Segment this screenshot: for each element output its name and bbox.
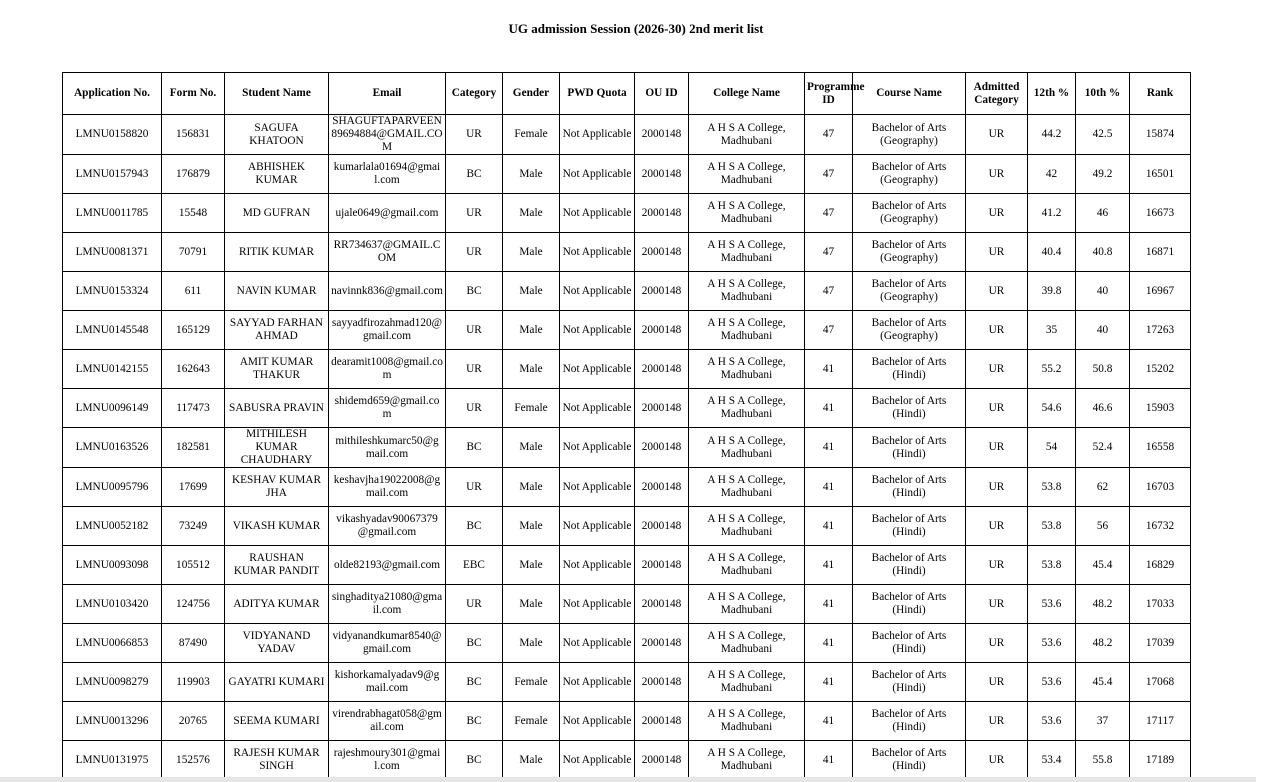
form-no-cell: 73249 [162, 507, 225, 546]
rank-cell: 16967 [1130, 272, 1191, 311]
programme-id-cell: 41 [805, 702, 853, 741]
category-cell: BC [446, 155, 503, 194]
header-ou-id: OU ID [635, 73, 689, 115]
pwd-quota-cell: Not Applicable [560, 155, 635, 194]
email-cell: virendrabhagat058@gmail.com [329, 702, 446, 741]
table-row [63, 702, 1191, 741]
ou-id-cell: 2000148 [635, 507, 689, 546]
admitted-category-cell: UR [966, 115, 1028, 155]
10th-percent-cell: 62 [1076, 468, 1130, 507]
programme-id-cell: 41 [805, 350, 853, 389]
rank-cell: 17039 [1130, 624, 1191, 663]
ou-id-cell: 2000148 [635, 468, 689, 507]
programme-id-cell: 47 [805, 311, 853, 350]
12th-percent-cell: 53.6 [1028, 702, 1076, 741]
student-name-cell: VIDYANAND YADAV [225, 624, 329, 663]
ou-id-cell: 2000148 [635, 428, 689, 468]
table-row [63, 350, 1191, 389]
12th-percent-cell: 35 [1028, 311, 1076, 350]
12th-percent-cell: 53.4 [1028, 741, 1076, 780]
ou-id-cell: 2000148 [635, 233, 689, 272]
college-name-cell: A H S A College, Madhubani [689, 428, 805, 468]
rank-cell: 16558 [1130, 428, 1191, 468]
college-name-cell: A H S A College, Madhubani [689, 233, 805, 272]
12th-percent-cell: 39.8 [1028, 272, 1076, 311]
10th-percent-cell: 46.6 [1076, 389, 1130, 428]
category-cell: UR [446, 389, 503, 428]
ou-id-cell: 2000148 [635, 272, 689, 311]
header-category: Category [446, 73, 503, 115]
header-rank: Rank [1130, 73, 1191, 115]
category-cell: UR [446, 233, 503, 272]
form-no-cell: 117473 [162, 389, 225, 428]
application-no-cell: LMNU0013296 [63, 702, 162, 741]
student-name-cell: SEEMA KUMARI [225, 702, 329, 741]
college-name-cell: A H S A College, Madhubani [689, 115, 805, 155]
college-name-cell: A H S A College, Madhubani [689, 741, 805, 780]
application-no-cell: LMNU0157943 [63, 155, 162, 194]
form-no-cell: 611 [162, 272, 225, 311]
10th-percent-cell: 48.2 [1076, 624, 1130, 663]
college-name-cell: A H S A College, Madhubani [689, 311, 805, 350]
email-cell: sayyadfirozahmad120@gmail.com [329, 311, 446, 350]
admitted-category-cell: UR [966, 389, 1028, 428]
email-cell: navinnk836@gmail.com [329, 272, 446, 311]
student-name-cell: ADITYA KUMAR [225, 585, 329, 624]
ou-id-cell: 2000148 [635, 350, 689, 389]
admitted-category-cell: UR [966, 507, 1028, 546]
12th-percent-cell: 41.2 [1028, 194, 1076, 233]
application-no-cell: LMNU0131975 [63, 741, 162, 780]
12th-percent-cell: 53.8 [1028, 546, 1076, 585]
application-no-cell: LMNU0095796 [63, 468, 162, 507]
email-cell: rajeshmoury301@gmail.com [329, 741, 446, 780]
programme-id-cell: 47 [805, 115, 853, 155]
table-row [63, 233, 1191, 272]
10th-percent-cell: 45.4 [1076, 663, 1130, 702]
email-cell: dearamit1008@gmail.com [329, 350, 446, 389]
application-no-cell: LMNU0142155 [63, 350, 162, 389]
ou-id-cell: 2000148 [635, 702, 689, 741]
category-cell: BC [446, 663, 503, 702]
course-name-cell: Bachelor of Arts (Geography) [853, 194, 966, 233]
programme-id-cell: 41 [805, 468, 853, 507]
application-no-cell: LMNU0163526 [63, 428, 162, 468]
10th-percent-cell: 45.4 [1076, 546, 1130, 585]
admitted-category-cell: UR [966, 233, 1028, 272]
programme-id-cell: 47 [805, 272, 853, 311]
gender-cell: Male [503, 468, 560, 507]
student-name-cell: RITIK KUMAR [225, 233, 329, 272]
12th-percent-cell: 40.4 [1028, 233, 1076, 272]
course-name-cell: Bachelor of Arts (Hindi) [853, 624, 966, 663]
admitted-category-cell: UR [966, 663, 1028, 702]
ou-id-cell: 2000148 [635, 663, 689, 702]
10th-percent-cell: 42.5 [1076, 115, 1130, 155]
programme-id-cell: 41 [805, 741, 853, 780]
category-cell: UR [446, 585, 503, 624]
college-name-cell: A H S A College, Madhubani [689, 507, 805, 546]
form-no-cell: 105512 [162, 546, 225, 585]
admitted-category-cell: UR [966, 624, 1028, 663]
form-no-cell: 162643 [162, 350, 225, 389]
course-name-cell: Bachelor of Arts (Hindi) [853, 507, 966, 546]
category-cell: EBC [446, 546, 503, 585]
pwd-quota-cell: Not Applicable [560, 624, 635, 663]
admitted-category-cell: UR [966, 194, 1028, 233]
table-row [63, 546, 1191, 585]
email-cell: ujale0649@gmail.com [329, 194, 446, 233]
college-name-cell: A H S A College, Madhubani [689, 155, 805, 194]
email-cell: vidyanandkumar8540@gmail.com [329, 624, 446, 663]
student-name-cell: VIKASH KUMAR [225, 507, 329, 546]
course-name-cell: Bachelor of Arts (Hindi) [853, 468, 966, 507]
12th-percent-cell: 44.2 [1028, 115, 1076, 155]
student-name-cell: SAYYAD FARHAN AHMAD [225, 311, 329, 350]
12th-percent-cell: 53.8 [1028, 468, 1076, 507]
course-name-cell: Bachelor of Arts (Geography) [853, 311, 966, 350]
form-no-cell: 124756 [162, 585, 225, 624]
pwd-quota-cell: Not Applicable [560, 702, 635, 741]
10th-percent-cell: 55.8 [1076, 741, 1130, 780]
college-name-cell: A H S A College, Madhubani [689, 663, 805, 702]
ou-id-cell: 2000148 [635, 389, 689, 428]
form-no-cell: 119903 [162, 663, 225, 702]
gender-cell: Female [503, 663, 560, 702]
10th-percent-cell: 52.4 [1076, 428, 1130, 468]
pwd-quota-cell: Not Applicable [560, 194, 635, 233]
10th-percent-cell: 56 [1076, 507, 1130, 546]
form-no-cell: 156831 [162, 115, 225, 155]
college-name-cell: A H S A College, Madhubani [689, 272, 805, 311]
application-no-cell: LMNU0066853 [63, 624, 162, 663]
college-name-cell: A H S A College, Madhubani [689, 468, 805, 507]
programme-id-cell: 41 [805, 585, 853, 624]
email-cell: SHAGUFTAPARVEEN89694884@GMAIL.COM [329, 115, 446, 155]
category-cell: BC [446, 272, 503, 311]
gender-cell: Female [503, 115, 560, 155]
application-no-cell: LMNU0093098 [63, 546, 162, 585]
category-cell: BC [446, 507, 503, 546]
college-name-cell: A H S A College, Madhubani [689, 194, 805, 233]
course-name-cell: Bachelor of Arts (Hindi) [853, 663, 966, 702]
application-no-cell: LMNU0098279 [63, 663, 162, 702]
form-no-cell: 20765 [162, 702, 225, 741]
student-name-cell: KESHAV KUMAR JHA [225, 468, 329, 507]
student-name-cell: AMIT KUMAR THAKUR [225, 350, 329, 389]
pwd-quota-cell: Not Applicable [560, 741, 635, 780]
category-cell: BC [446, 741, 503, 780]
table-row [63, 624, 1191, 663]
page-title: UG admission Session (2026-30) 2nd merit list [508, 21, 764, 36]
pwd-quota-cell: Not Applicable [560, 546, 635, 585]
college-name-cell: A H S A College, Madhubani [689, 702, 805, 741]
category-cell: BC [446, 702, 503, 741]
10th-percent-cell: 48.2 [1076, 585, 1130, 624]
rank-cell: 15202 [1130, 350, 1191, 389]
admitted-category-cell: UR [966, 428, 1028, 468]
form-no-cell: 15548 [162, 194, 225, 233]
pwd-quota-cell: Not Applicable [560, 389, 635, 428]
student-name-cell: SAGUFA KHATOON [225, 115, 329, 155]
pwd-quota-cell: Not Applicable [560, 507, 635, 546]
form-no-cell: 182581 [162, 428, 225, 468]
12th-percent-cell: 42 [1028, 155, 1076, 194]
rank-cell: 17117 [1130, 702, 1191, 741]
table-row [63, 155, 1191, 194]
ou-id-cell: 2000148 [635, 741, 689, 780]
gender-cell: Female [503, 702, 560, 741]
header-form-no: Form No. [162, 73, 225, 115]
admitted-category-cell: UR [966, 546, 1028, 585]
admitted-category-cell: UR [966, 155, 1028, 194]
form-no-cell: 176879 [162, 155, 225, 194]
category-cell: UR [446, 311, 503, 350]
rank-cell: 16703 [1130, 468, 1191, 507]
gender-cell: Male [503, 272, 560, 311]
10th-percent-cell: 40.8 [1076, 233, 1130, 272]
table-row [63, 389, 1191, 428]
email-cell: kumarlala01694@gmail.com [329, 155, 446, 194]
rank-cell: 17033 [1130, 585, 1191, 624]
pwd-quota-cell: Not Applicable [560, 233, 635, 272]
college-name-cell: A H S A College, Madhubani [689, 585, 805, 624]
pwd-quota-cell: Not Applicable [560, 428, 635, 468]
table-row [63, 115, 1191, 155]
12th-percent-cell: 54.6 [1028, 389, 1076, 428]
email-cell: RR734637@GMAIL.COM [329, 233, 446, 272]
pwd-quota-cell: Not Applicable [560, 585, 635, 624]
programme-id-cell: 41 [805, 389, 853, 428]
programme-id-cell: 41 [805, 546, 853, 585]
college-name-cell: A H S A College, Madhubani [689, 389, 805, 428]
pwd-quota-cell: Not Applicable [560, 468, 635, 507]
12th-percent-cell: 55.2 [1028, 350, 1076, 389]
email-cell: shidemd659@gmail.com [329, 389, 446, 428]
gender-cell: Male [503, 585, 560, 624]
form-no-cell: 152576 [162, 741, 225, 780]
email-cell: mithileshkumarc50@gmail.com [329, 428, 446, 468]
student-name-cell: RAJESH KUMAR SINGH [225, 741, 329, 780]
12th-percent-cell: 53.6 [1028, 663, 1076, 702]
gender-cell: Male [503, 624, 560, 663]
bottom-scroll-area [0, 777, 1256, 782]
course-name-cell: Bachelor of Arts (Hindi) [853, 546, 966, 585]
programme-id-cell: 47 [805, 194, 853, 233]
programme-id-cell: 41 [805, 428, 853, 468]
student-name-cell: ABHISHEK KUMAR [225, 155, 329, 194]
pwd-quota-cell: Not Applicable [560, 311, 635, 350]
gender-cell: Male [503, 311, 560, 350]
rank-cell: 16871 [1130, 233, 1191, 272]
merit-list-table [62, 72, 1191, 780]
pwd-quota-cell: Not Applicable [560, 115, 635, 155]
admitted-category-cell: UR [966, 741, 1028, 780]
programme-id-cell: 41 [805, 663, 853, 702]
application-no-cell: LMNU0052182 [63, 507, 162, 546]
student-name-cell: MITHILESH KUMAR CHAUDHARY [225, 428, 329, 468]
pwd-quota-cell: Not Applicable [560, 350, 635, 389]
gender-cell: Male [503, 350, 560, 389]
application-no-cell: LMNU0145548 [63, 311, 162, 350]
email-cell: singhaditya21080@gmail.com [329, 585, 446, 624]
rank-cell: 17068 [1130, 663, 1191, 702]
application-no-cell: LMNU0153324 [63, 272, 162, 311]
rank-cell: 15874 [1130, 115, 1191, 155]
course-name-cell: Bachelor of Arts (Hindi) [853, 741, 966, 780]
table-row [63, 585, 1191, 624]
form-no-cell: 70791 [162, 233, 225, 272]
application-no-cell: LMNU0081371 [63, 233, 162, 272]
college-name-cell: A H S A College, Madhubani [689, 546, 805, 585]
course-name-cell: Bachelor of Arts (Geography) [853, 115, 966, 155]
table-row [63, 311, 1191, 350]
course-name-cell: Bachelor of Arts (Hindi) [853, 585, 966, 624]
10th-percent-cell: 49.2 [1076, 155, 1130, 194]
programme-id-cell: 47 [805, 155, 853, 194]
course-name-cell: Bachelor of Arts (Hindi) [853, 389, 966, 428]
category-cell: UR [446, 468, 503, 507]
category-cell: UR [446, 350, 503, 389]
gender-cell: Male [503, 233, 560, 272]
gender-cell: Male [503, 428, 560, 468]
12th-percent-cell: 54 [1028, 428, 1076, 468]
10th-percent-cell: 40 [1076, 272, 1130, 311]
course-name-cell: Bachelor of Arts (Hindi) [853, 702, 966, 741]
rank-cell: 17263 [1130, 311, 1191, 350]
10th-percent-cell: 50.8 [1076, 350, 1130, 389]
course-name-cell: Bachelor of Arts (Geography) [853, 155, 966, 194]
ou-id-cell: 2000148 [635, 155, 689, 194]
student-name-cell: GAYATRI KUMARI [225, 663, 329, 702]
ou-id-cell: 2000148 [635, 194, 689, 233]
header-college-name: College Name [689, 73, 805, 115]
ou-id-cell: 2000148 [635, 311, 689, 350]
ou-id-cell: 2000148 [635, 624, 689, 663]
form-no-cell: 165129 [162, 311, 225, 350]
gender-cell: Male [503, 155, 560, 194]
rank-cell: 16673 [1130, 194, 1191, 233]
student-name-cell: MD GUFRAN [225, 194, 329, 233]
application-no-cell: LMNU0158820 [63, 115, 162, 155]
12th-percent-cell: 53.8 [1028, 507, 1076, 546]
table-row [63, 507, 1191, 546]
application-no-cell: LMNU0011785 [63, 194, 162, 233]
table-row [63, 194, 1191, 233]
gender-cell: Male [503, 546, 560, 585]
admitted-category-cell: UR [966, 702, 1028, 741]
course-name-cell: Bachelor of Arts (Geography) [853, 233, 966, 272]
table-row [63, 663, 1191, 702]
header-course-name: Course Name [853, 73, 966, 115]
gender-cell: Male [503, 741, 560, 780]
header-application-no: Application No. [63, 73, 162, 115]
category-cell: BC [446, 428, 503, 468]
12th-percent-cell: 53.6 [1028, 624, 1076, 663]
form-no-cell: 17699 [162, 468, 225, 507]
form-no-cell: 87490 [162, 624, 225, 663]
course-name-cell: Bachelor of Arts (Geography) [853, 272, 966, 311]
gender-cell: Male [503, 507, 560, 546]
header-10th-percent: 10th % [1076, 73, 1130, 115]
application-no-cell: LMNU0103420 [63, 585, 162, 624]
table-header-row [63, 73, 1191, 115]
10th-percent-cell: 37 [1076, 702, 1130, 741]
ou-id-cell: 2000148 [635, 115, 689, 155]
email-cell: vikashyadav90067379@gmail.com [329, 507, 446, 546]
10th-percent-cell: 40 [1076, 311, 1130, 350]
header-gender: Gender [503, 73, 560, 115]
admitted-category-cell: UR [966, 311, 1028, 350]
rank-cell: 16829 [1130, 546, 1191, 585]
rank-cell: 17189 [1130, 741, 1191, 780]
table-row [63, 428, 1191, 468]
admitted-category-cell: UR [966, 468, 1028, 507]
ou-id-cell: 2000148 [635, 546, 689, 585]
student-name-cell: NAVIN KUMAR [225, 272, 329, 311]
programme-id-cell: 41 [805, 624, 853, 663]
rank-cell: 15903 [1130, 389, 1191, 428]
course-name-cell: Bachelor of Arts (Hindi) [853, 428, 966, 468]
student-name-cell: SABUSRA PRAVIN [225, 389, 329, 428]
gender-cell: Male [503, 194, 560, 233]
category-cell: BC [446, 624, 503, 663]
rank-cell: 16501 [1130, 155, 1191, 194]
admitted-category-cell: UR [966, 350, 1028, 389]
header-programme-id: Programme ID [805, 73, 853, 115]
table-body [63, 115, 1191, 780]
admitted-category-cell: UR [966, 585, 1028, 624]
admitted-category-cell: UR [966, 272, 1028, 311]
college-name-cell: A H S A College, Madhubani [689, 350, 805, 389]
header-email: Email [329, 73, 446, 115]
programme-id-cell: 41 [805, 507, 853, 546]
10th-percent-cell: 46 [1076, 194, 1130, 233]
email-cell: kishorkamalyadav9@gmail.com [329, 663, 446, 702]
table-row [63, 272, 1191, 311]
12th-percent-cell: 53.6 [1028, 585, 1076, 624]
table-row [63, 741, 1191, 780]
header-student-name: Student Name [225, 73, 329, 115]
course-name-cell: Bachelor of Arts (Hindi) [853, 350, 966, 389]
programme-id-cell: 47 [805, 233, 853, 272]
college-name-cell: A H S A College, Madhubani [689, 624, 805, 663]
header-12th-percent: 12th % [1028, 73, 1076, 115]
student-name-cell: RAUSHAN KUMAR PANDIT [225, 546, 329, 585]
pwd-quota-cell: Not Applicable [560, 272, 635, 311]
ou-id-cell: 2000148 [635, 585, 689, 624]
table-row [63, 468, 1191, 507]
pwd-quota-cell: Not Applicable [560, 663, 635, 702]
header-admitted-category: Admitted Category [966, 73, 1028, 115]
category-cell: UR [446, 194, 503, 233]
header-pwd-quota: PWD Quota [560, 73, 635, 115]
rank-cell: 16732 [1130, 507, 1191, 546]
email-cell: olde82193@gmail.com [329, 546, 446, 585]
category-cell: UR [446, 115, 503, 155]
application-no-cell: LMNU0096149 [63, 389, 162, 428]
gender-cell: Female [503, 389, 560, 428]
email-cell: keshavjha19022008@gmail.com [329, 468, 446, 507]
